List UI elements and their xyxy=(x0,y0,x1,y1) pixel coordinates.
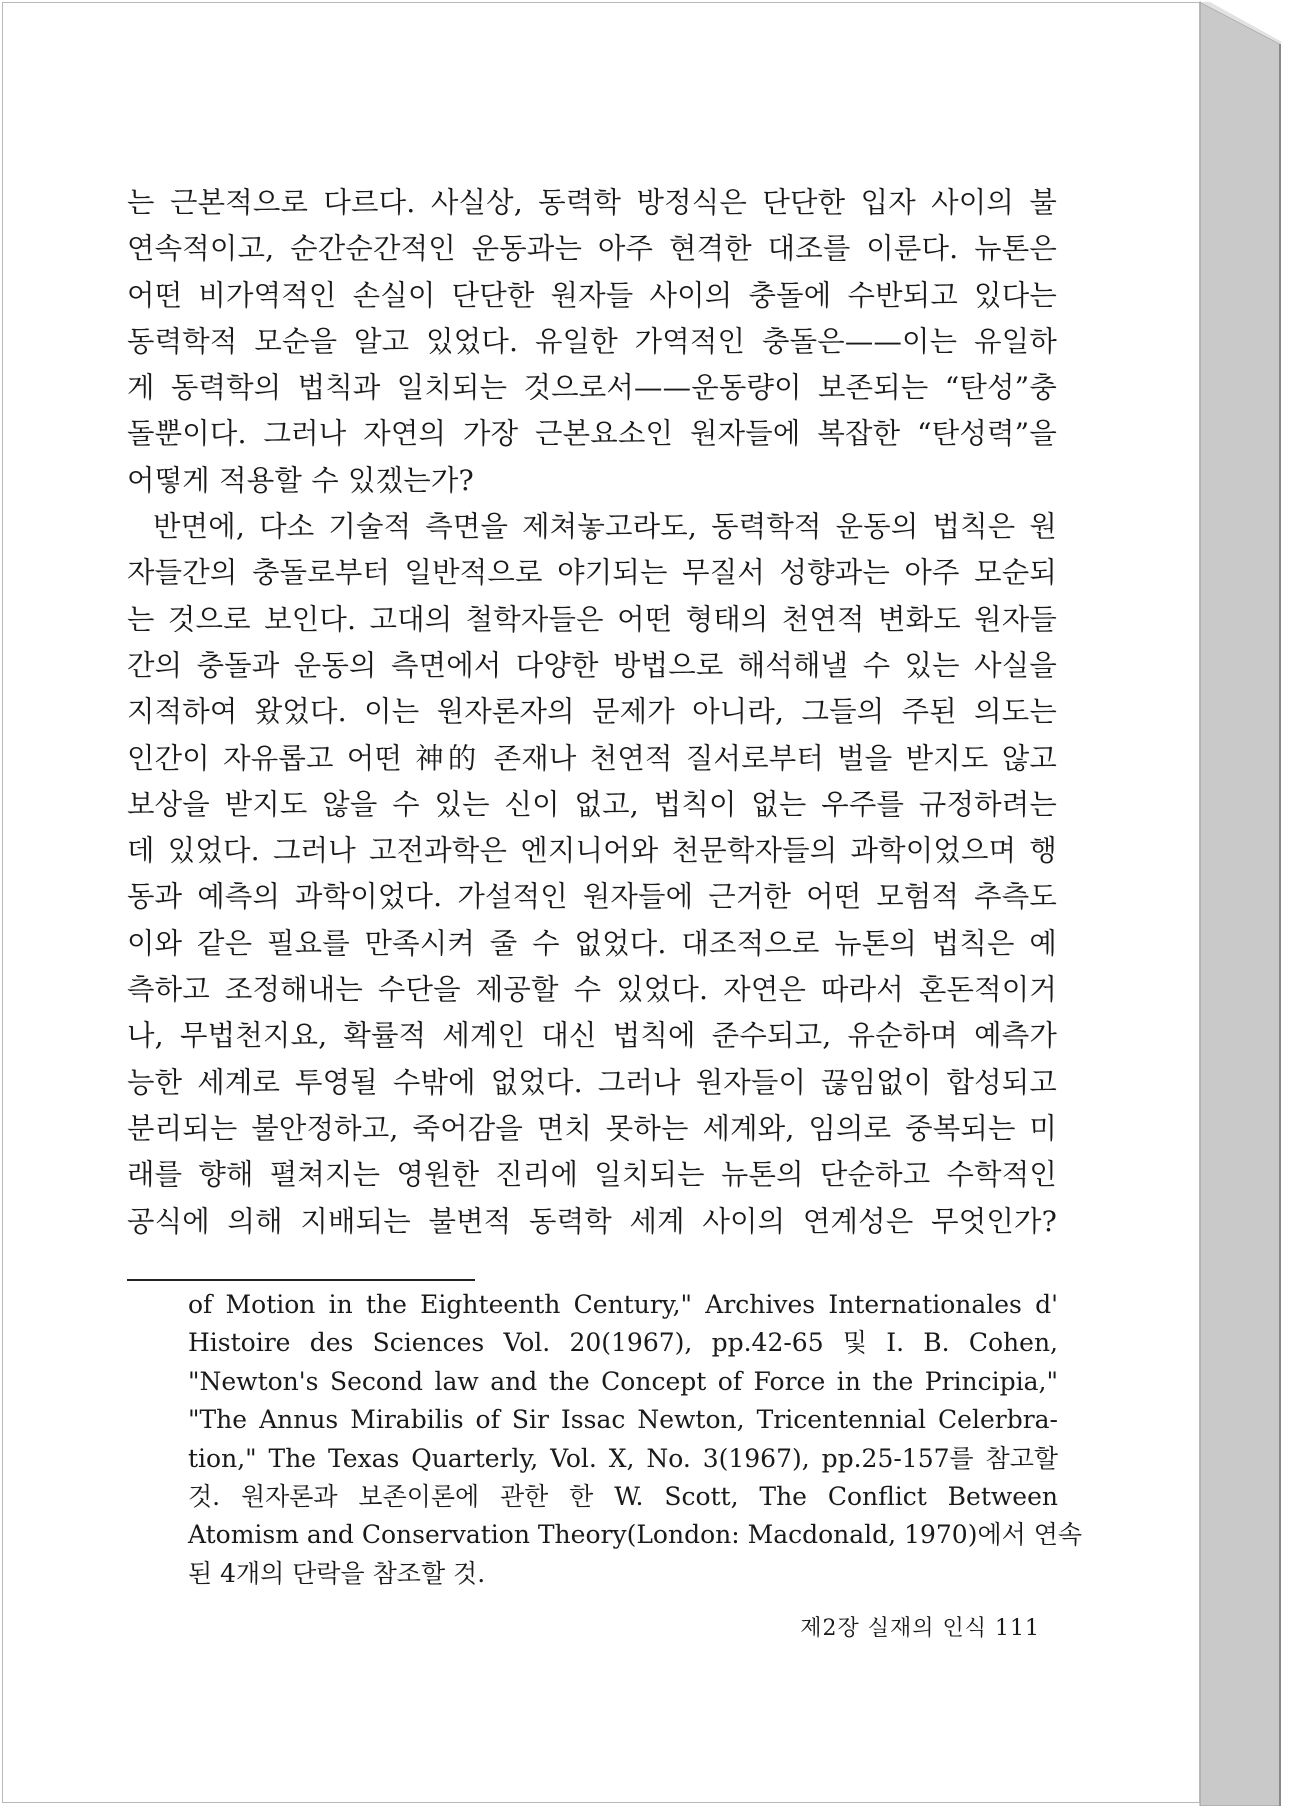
body-line: 보상을 받지도 않을 수 있는 신이 없고, 법칙이 없는 우주를 규정하려는 xyxy=(127,787,1057,821)
running-footer: 제2장 실재의 인식 111 xyxy=(800,1616,1040,1641)
body-line: 인간이 자유롭고 어떤 神的 존재나 천연적 질서로부터 벌을 받지도 않고 xyxy=(127,741,1057,775)
body-line: 분리되는 불안정하고, 죽어감을 면치 못하는 세계와, 임의로 중복되는 미 xyxy=(127,1111,1057,1145)
body-line: 어떻게 적용할 수 있겠는가? xyxy=(127,463,474,497)
body-line: 어떤 비가역적인 손실이 단단한 원자들 사이의 충돌에 수반되고 있다는 xyxy=(127,278,1057,312)
footnote-line: Atomism and Conservation Theory(London: Macdonald, 1970)에서 연속 xyxy=(188,1520,1082,1550)
footnote-line: "The Annus Mirabilis of Sir Issac Newton, Tricentennial Celerbra- xyxy=(188,1405,1058,1435)
footnote xyxy=(188,1286,1082,1593)
footnote-line: of Motion in the Eighteenth Century," Archives Internationales d' xyxy=(188,1290,1058,1319)
body-text xyxy=(127,180,1057,1245)
body-line: 동력학적 모순을 알고 있었다. 유일한 가역적인 충돌은——이는 유일하 xyxy=(127,324,1057,358)
body-line: 데 있었다. 그러나 고전과학은 엔지니어와 천문학자들의 과학이었으며 행 xyxy=(127,834,1057,868)
footnote-line: 된 4개의 단락을 참조할 것. xyxy=(188,1558,486,1588)
footnote-line: Histoire des Sciences Vol. 20(1967), pp.42-65 및 I. B. Cohen, xyxy=(188,1328,1058,1358)
footnote-divider xyxy=(127,1279,475,1281)
body-line: 공식에 의해 지배되는 불변적 동력학 세계 사이의 연계성은 무엇인가? xyxy=(127,1204,1057,1238)
body-line: 돌뿐이다. 그러나 자연의 가장 근본요소인 원자들에 복잡한 “탄성력”을 xyxy=(127,417,1057,451)
body-line: 자들간의 충돌로부터 일반적으로 야기되는 무질서 성향과는 아주 모순되 xyxy=(127,556,1057,590)
body-line: 래를 향해 펼쳐지는 영원한 진리에 일치되는 뉴톤의 단순하고 수학적인 xyxy=(127,1158,1057,1192)
body-line: 간의 충돌과 운동의 측면에서 다양한 방법으로 해석해낼 수 있는 사실을 xyxy=(127,648,1057,682)
footnote-line: tion," The Texas Quarterly, Vol. X, No. 3(1967), pp.25-157를 참고할 xyxy=(188,1443,1058,1473)
body-line: 동과 예측의 과학이었다. 가설적인 원자들에 근거한 어떤 모험적 추측도 xyxy=(127,880,1057,914)
body-line: 반면에, 다소 기술적 측면을 제쳐놓고라도, 동력학적 운동의 법칙은 원 xyxy=(153,510,1057,544)
body-line: 는 것으로 보인다. 고대의 철학자들은 어떤 형태의 천연적 변화도 원자들 xyxy=(127,602,1057,636)
body-line: 연속적이고, 순간순간적인 운동과는 아주 현격한 대조를 이룬다. 뉴톤은 xyxy=(127,232,1057,266)
body-line: 지적하여 왔었다. 이는 원자론자의 문제가 아니라, 그들의 주된 의도는 xyxy=(127,695,1057,729)
footnote-line: 것. 원자론과 보존이론에 관한 한 W. Scott, The Conflict Between xyxy=(188,1481,1058,1511)
body-line: 능한 세계로 투영될 수밖에 없었다. 그러나 원자들이 끊임없이 합성되고 xyxy=(127,1065,1057,1099)
body-line: 이와 같은 필요를 만족시켜 줄 수 없었다. 대조적으로 뉴톤의 법칙은 예 xyxy=(127,926,1057,960)
footnote-line: "Newton's Second law and the Concept of Force in the Principia," xyxy=(188,1366,1058,1396)
body-line: 측하고 조정해내는 수단을 제공할 수 있었다. 자연은 따라서 혼돈적이거 xyxy=(127,973,1057,1007)
body-line: 게 동력학의 법칙과 일치되는 것으로서——운동량이 보존되는 “탄성”충 xyxy=(127,371,1057,405)
body-line: 는 근본적으로 다르다. 사실상, 동력학 방정식은 단단한 입자 사이의 불 xyxy=(127,186,1057,219)
body-line: 나, 무법천지요, 확률적 세계인 대신 법칙에 준수되고, 유순하며 예측가 xyxy=(127,1019,1057,1053)
